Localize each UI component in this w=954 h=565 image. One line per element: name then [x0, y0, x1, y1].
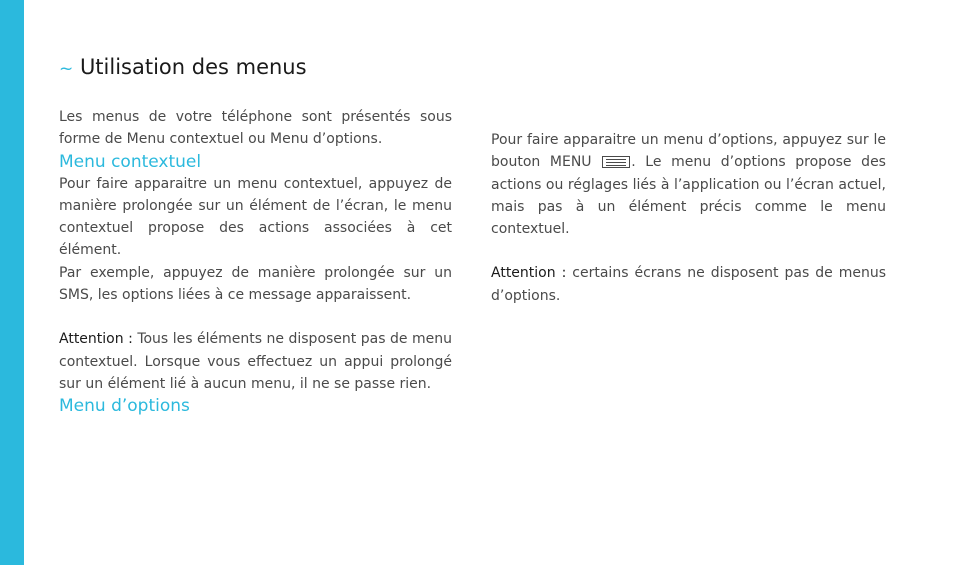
attention-text: Tous les éléments ne disposent pas de menu contextuel. Lorsque vous effectuez un appui prolongé sur un élément lié à aucun menu, il ne se passe rien. — [59, 331, 452, 392]
attention-label: Attention : — [59, 331, 133, 348]
attention-label: Attention : — [491, 265, 567, 282]
options-menu-paragraph — [491, 129, 886, 240]
sidebar-accent-bar — [0, 0, 24, 565]
page-title — [59, 55, 307, 79]
contextual-menu-paragraph: Pour faire apparaitre un menu contextuel, appuyez de manière prolongée sur un élément de l’écran, le menu contextuel propose des actions associées à cet élément. — [59, 175, 452, 259]
options-text-start: Pour faire apparaitre un menu d’options, appuyez sur le bouton MENU — [491, 132, 886, 171]
section-heading-menu-contextuel: Menu contextuel — [59, 151, 202, 172]
title-tilde: ~ — [59, 59, 74, 79]
attention-text: certains écrans ne disposent pas de menus d’options. — [491, 265, 887, 304]
left-column — [59, 106, 452, 417]
options-text-end: . Le menu d’options propose des actions ou réglages liés à l’application ou l’écran actuel, mais pas à un élément précis comme le menu contextuel. — [491, 154, 886, 238]
example-paragraph: Par exemple, appuyez de manière prolongée sur un SMS, les options liées à ce message apparaissent. — [59, 264, 452, 304]
menu-button-icon — [602, 156, 630, 168]
attention-note-right — [491, 262, 886, 307]
title-text: Utilisation des menus — [79, 55, 307, 79]
right-column — [491, 129, 886, 307]
attention-note — [59, 328, 452, 395]
section-heading-menu-options: Menu d’options — [59, 396, 190, 417]
spacer — [59, 306, 452, 328]
intro-paragraph: Les menus de votre téléphone sont présentés sous forme de Menu contextuel ou Menu d’options. — [59, 109, 452, 148]
spacer — [491, 240, 886, 262]
